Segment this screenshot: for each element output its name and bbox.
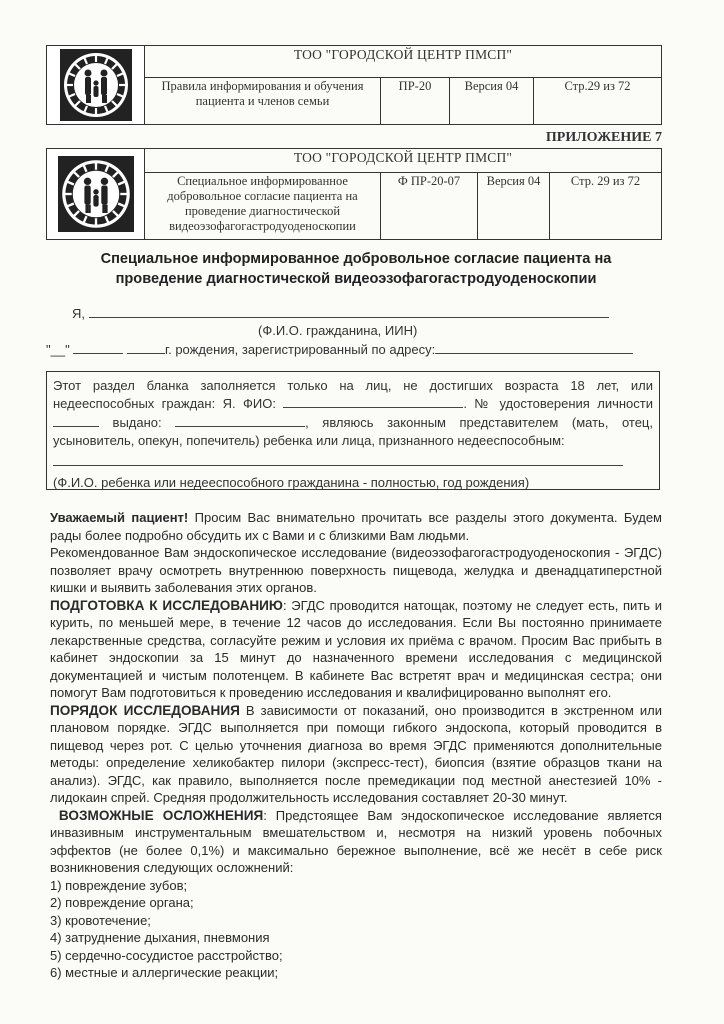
header-table-2 bbox=[46, 148, 662, 240]
page-number: Стр. 29 из 72 bbox=[550, 173, 662, 240]
document-version: Версия 04 bbox=[478, 173, 550, 240]
logo-cell bbox=[47, 149, 145, 240]
document-code: ПР-20 bbox=[381, 78, 450, 125]
appendix-label: ПРИЛОЖЕНИЕ 7 bbox=[545, 130, 662, 145]
procedure-heading: ПОРЯДОК ИССЛЕДОВАНИЯ bbox=[50, 702, 240, 718]
document-title: Специальное информированное добровольное согласие пациента на проведение диагностической видеоэзофагогастродуоденоскопии bbox=[145, 173, 381, 240]
paragraph-procedure bbox=[50, 702, 662, 807]
birth-month-blank[interactable] bbox=[73, 341, 123, 354]
list-item: 1) повреждение зубов; bbox=[50, 877, 188, 893]
birth-address-line bbox=[46, 341, 633, 357]
guardian-section bbox=[46, 371, 660, 490]
list-item: 3) кровотечение; bbox=[50, 912, 151, 928]
preparation-text: : ЭГДС проводится натощак, поэтому не следует есть, пить и курить, по меньшей мере, в течение 12 часов до исследования. Если Вы постоянно принимаете лекарственные средства, согласуйте режим и условия их приёма с врачом. Просим Вас прибыть в кабинет эндоскопии за 15 минут до назначенного времени исследования с медицинской документацией и чистым полотенцем. В кабинете Вас встретят врач и медицинская сестра; они помогут Вам подготовиться к проведению исследования и квалифицированно выполнят его. bbox=[50, 597, 663, 700]
guardian-text-4: , являюсь законным представителем (мать, отец, усыновитель, опекун, попечитель) ребенка или лица, признанного недееспособным: bbox=[53, 414, 653, 449]
document-body bbox=[50, 509, 662, 982]
guardian-text-2: . № удостоверения личности bbox=[463, 396, 653, 412]
child-fio-blank[interactable] bbox=[53, 453, 623, 466]
preparation-heading: ПОДГОТОВКА К ИССЛЕДОВАНИЮ bbox=[50, 597, 283, 613]
date-quote: "__" bbox=[46, 342, 70, 357]
paragraph-complications bbox=[50, 807, 662, 877]
document-title: Правила информирования и обучения пациента и членов семьи bbox=[145, 78, 381, 125]
procedure-text: В зависимости от показаний, оно производится в экстренном или плановом порядке. ЭГДС выполняется при помощи гибкого эндоскопа, который проводится в пищевод через рот. С целью уточнения диагноза во время ЭГДС применяются дополнительные методы: определение хеликобактер пилори (экспресс-тест), биопсия (взятие образцов ткани на анализ). ЭГДС, как правило, выполняется после премедикации под местной анестезией 10% - лидокаин спрей. Средняя продолжительность исследования составляет 20-30 минут. bbox=[50, 702, 663, 805]
guardian-text-3: выдано: bbox=[112, 414, 162, 430]
org-name: ТОО "ГОРОДСКОЙ ЦЕНТР ПМСП" bbox=[145, 46, 662, 78]
id-number-blank[interactable] bbox=[53, 414, 99, 427]
page-number: Стр.29 из 72 bbox=[534, 78, 662, 125]
complications-heading: ВОЗМОЖНЫЕ ОСЛОЖНЕНИЯ bbox=[58, 807, 264, 823]
paragraph-preparation bbox=[50, 597, 662, 702]
list-item: 6) местные и аллергические реакции; bbox=[50, 965, 279, 980]
list-item: 5) сердечно-сосудистое расстройство; bbox=[50, 947, 283, 963]
consent-title: Специальное информированное добровольное согласие пациента на проведение диагностической видеоэзофагогастродуоденоскопии bbox=[100, 251, 612, 287]
address-blank[interactable] bbox=[435, 341, 633, 354]
header-table-1 bbox=[46, 45, 662, 125]
birth-year-blank[interactable] bbox=[127, 341, 165, 354]
logo-cell bbox=[47, 46, 145, 125]
greeting-bold: Уважаемый пациент! bbox=[50, 510, 189, 525]
document-code: Ф ПР-20-07 bbox=[381, 173, 478, 240]
birth-text: г. рождения, зарегистрированный по адресу: bbox=[164, 342, 436, 357]
list-item: 4) затруднение дыхания, пневмония bbox=[50, 930, 270, 945]
center-logo-icon bbox=[47, 149, 145, 239]
org-name: ТОО "ГОРОДСКОЙ ЦЕНТР ПМСП" bbox=[145, 149, 662, 173]
greeting-text: Просим Вас внимательно прочитать все разделы этого документа. Будем рады более подробно обсудить их с Вами и с близкими Вам людьми. bbox=[50, 510, 662, 543]
complications-text: : Предстоящее Вам эндоскопическое исследование является инвазивным инструментальным вмешательством и, несмотря на низкий уровень побочных эффектов (не более 0,1%) и максимально бережное выполнение, всё же несёт в себе риск возникновения следующих осложнений: bbox=[50, 807, 662, 875]
guardian-text-1: Этот раздел бланка заполняется только на лиц, не достигших возраста 18 лет, или недееспособных граждан: Я. ФИО: bbox=[53, 378, 653, 412]
center-logo-icon bbox=[47, 46, 145, 124]
i-label: Я, bbox=[72, 306, 85, 321]
document-version: Версия 04 bbox=[450, 78, 534, 125]
fio-line bbox=[72, 305, 609, 321]
paragraph-recommendation: Рекомендованное Вам эндоскопическое исследование (видеоэзофагогастродуоденоскопия - ЭГДС) позволяет врачу осмотреть внутреннюю поверхность пищевода, желудка и двенадцатиперстной кишки и выявить заболевания этих органов. bbox=[50, 545, 662, 595]
list-item: 2) повреждение органа; bbox=[50, 895, 194, 910]
fio-blank[interactable] bbox=[89, 305, 609, 318]
guardian-caption: (Ф.И.О. ребенка или недееспособного гражданина - полностью, год рождения) bbox=[53, 474, 530, 490]
fio-caption: (Ф.И.О. гражданина, ИИН) bbox=[258, 323, 418, 338]
complications-list bbox=[50, 877, 662, 982]
issued-by-blank[interactable] bbox=[175, 414, 305, 427]
paragraph-greeting bbox=[50, 509, 662, 544]
guardian-fio-blank[interactable] bbox=[283, 395, 463, 408]
